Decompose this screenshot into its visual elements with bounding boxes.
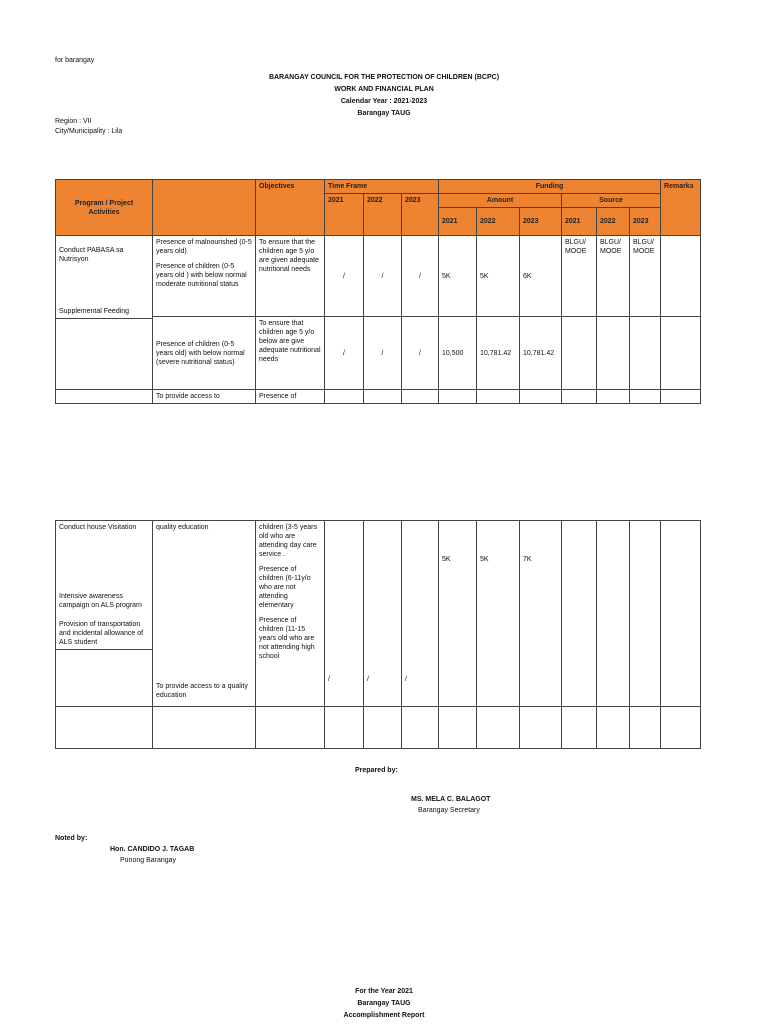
cont-remarks [661, 521, 701, 707]
next-page-line-1: For the Year 2021 [355, 988, 413, 995]
cont-empty-12 [630, 707, 661, 749]
row2-tf-2023: / [402, 317, 439, 390]
row1-situation [153, 236, 256, 317]
header-program: Program / Project Activities [56, 180, 153, 236]
cont-obj-b: Presence of children (6-11y/o who are not attending elementary [259, 566, 311, 609]
row3-cell-4 [325, 390, 364, 404]
cont-activity-b: Intensive awareness campaign on ALS program [59, 593, 142, 609]
secretary-title: Barangay Secretary [418, 807, 480, 814]
city-label: City/Municipality : Lila [55, 128, 123, 135]
row1-amount-2022: 5K [477, 236, 520, 317]
captain-name: Hon. CANDIDO J. TAGAB [110, 846, 195, 853]
cont-empty-7 [439, 707, 477, 749]
cont-source-2021 [562, 521, 597, 707]
cont-obj-a: children (3-5 years old who are attending day care service . [259, 524, 317, 558]
row2-activity [56, 308, 153, 390]
header-source: Source [562, 194, 661, 208]
row2-source-2023 [630, 317, 661, 390]
row1-remarks [661, 236, 701, 317]
top-note: for barangay [55, 57, 95, 64]
header-line-1: BARANGAY COUNCIL FOR THE PROTECTION OF CHILDREN (BCPC) [268, 74, 500, 81]
header-line-3: Calendar Year : 2021-2023 [340, 98, 428, 105]
row1-activity-text: Conduct PABASA sa Nutrisyon [59, 247, 124, 263]
prepared-by-label: Prepared by: [355, 767, 398, 774]
source-year-2023: 2023 [630, 208, 661, 236]
row1-objective: To ensure that the children age 5 y/o are given adequate nutritional needs [256, 236, 325, 317]
document-header [0, 72, 768, 120]
row3-cell-8 [477, 390, 520, 404]
row1-source-2023: BLGU/ MOOE [630, 236, 661, 317]
row1-situation-b: Presence of children (0-5 years old ) with below normal moderate nutritional status [156, 263, 247, 288]
cont-empty-6 [402, 707, 439, 749]
row2-objective: To ensure that children age 5 y/o below are give adequate nutritional needs [256, 317, 325, 390]
amount-year-2023: 2023 [520, 208, 562, 236]
cont-tf-2023-mark: / [405, 676, 407, 683]
cont-col2 [153, 521, 256, 707]
continuation-table [55, 520, 701, 749]
cont-objectives [256, 521, 325, 707]
cont-activity [56, 521, 153, 707]
cont-tf-2022-mark: / [367, 676, 369, 683]
cont-empty-3 [256, 707, 325, 749]
cont-amount-2021 [439, 521, 477, 707]
cont-amount-2021-val: 5K [442, 556, 451, 563]
row3-activity [56, 390, 153, 404]
source-year-2021: 2021 [562, 208, 597, 236]
captain-title: Punong Barangay [120, 857, 177, 864]
row2-amount-2023: 10,781.42 [520, 317, 562, 390]
row2-activity-text: Supplemental Feeding [56, 305, 152, 319]
cont-empty-4 [325, 707, 364, 749]
next-page-line-2: Barangay TAUG [357, 1000, 411, 1007]
row2-amount-2022: 10,781.42 [477, 317, 520, 390]
header-line-2: WORK AND FINANCIAL PLAN [334, 86, 434, 93]
amount-year-2022: 2022 [477, 208, 520, 236]
cont-empty-9 [520, 707, 562, 749]
cont-activity-c: Provision of transportation and incidental allowance of ALS student [56, 610, 152, 650]
row1-source-2022: BLGU/ MOOE [597, 236, 630, 317]
secretary-name: MS. MELA C. BALAGOT [411, 796, 491, 803]
region-label: Region : VII [55, 118, 92, 125]
row3-col2: To provide access to [153, 390, 256, 404]
row3-cell-13 [661, 390, 701, 404]
header-amount: Amount [439, 194, 562, 208]
work-financial-plan-table [55, 179, 701, 404]
cont-amount-2023-val: 7K [523, 556, 532, 563]
cont-empty-8 [477, 707, 520, 749]
cont-amount-2023 [520, 521, 562, 707]
cont-source-2023 [630, 521, 661, 707]
row2-tf-2022: / [364, 317, 402, 390]
amount-year-2021: 2021 [439, 208, 477, 236]
row3-cell-6 [402, 390, 439, 404]
cont-tf-2021 [325, 521, 364, 707]
row1-amount-2021: 5K [439, 236, 477, 317]
cont-col2-b: To provide access to a quality education [156, 683, 248, 699]
row3-cell-10 [562, 390, 597, 404]
next-page-heading [0, 986, 768, 1022]
row3-cell-7 [439, 390, 477, 404]
cont-source-2022 [597, 521, 630, 707]
header-time-frame: Time Frame [325, 180, 439, 194]
cont-empty-1 [56, 707, 153, 749]
row2-remarks [661, 317, 701, 390]
header-funding: Funding [439, 180, 661, 194]
row1-tf-2022: / [364, 236, 402, 317]
cont-col2-a: quality education [156, 524, 209, 531]
cont-empty-13 [661, 707, 701, 749]
source-year-2022: 2022 [597, 208, 630, 236]
row2-source-2022 [597, 317, 630, 390]
cont-amount-2022 [477, 521, 520, 707]
cont-activity-a: Conduct house Visitation [59, 524, 137, 531]
header-remarks: Remarks [661, 180, 701, 236]
header-line-4: Barangay TAUG [357, 110, 411, 117]
next-page-line-3: Accomplishment Report [343, 1012, 425, 1019]
row1-amount-2023: 6K [520, 236, 562, 317]
row3-col3: Presence of [256, 390, 325, 404]
cont-empty-10 [562, 707, 597, 749]
tf-year-2022: 2022 [364, 194, 402, 236]
header-blank [153, 180, 256, 236]
tf-year-2021: 2021 [325, 194, 364, 236]
row2-amount-2021: 10,500 [439, 317, 477, 390]
row1-source-2021: BLGU/ MOOE [562, 236, 597, 317]
cont-empty-5 [364, 707, 402, 749]
cont-empty-11 [597, 707, 630, 749]
row2-situation: Presence of children (0-5 years old) with below normal (severe nutritional status) [153, 317, 256, 390]
tf-year-2023: 2023 [402, 194, 439, 236]
row3-cell-12 [630, 390, 661, 404]
row3-cell-11 [597, 390, 630, 404]
noted-by-label: Noted by: [55, 835, 88, 842]
cont-empty-2 [153, 707, 256, 749]
cont-obj-c: Presence of children (11-15 years old who are not attending high school [259, 617, 315, 660]
row1-tf-2021: / [325, 236, 364, 317]
header-objectives: Objectives [256, 180, 325, 236]
row1-tf-2023: / [402, 236, 439, 317]
row3-cell-5 [364, 390, 402, 404]
cont-tf-2022 [364, 521, 402, 707]
cont-tf-2023 [402, 521, 439, 707]
cont-tf-2021-mark: / [328, 676, 330, 683]
row2-source-2021 [562, 317, 597, 390]
row3-cell-9 [520, 390, 562, 404]
row2-tf-2021: / [325, 317, 364, 390]
row1-situation-a: Presence of malnourished (0-5 years old) [156, 239, 252, 255]
cont-amount-2022-val: 5K [480, 556, 489, 563]
